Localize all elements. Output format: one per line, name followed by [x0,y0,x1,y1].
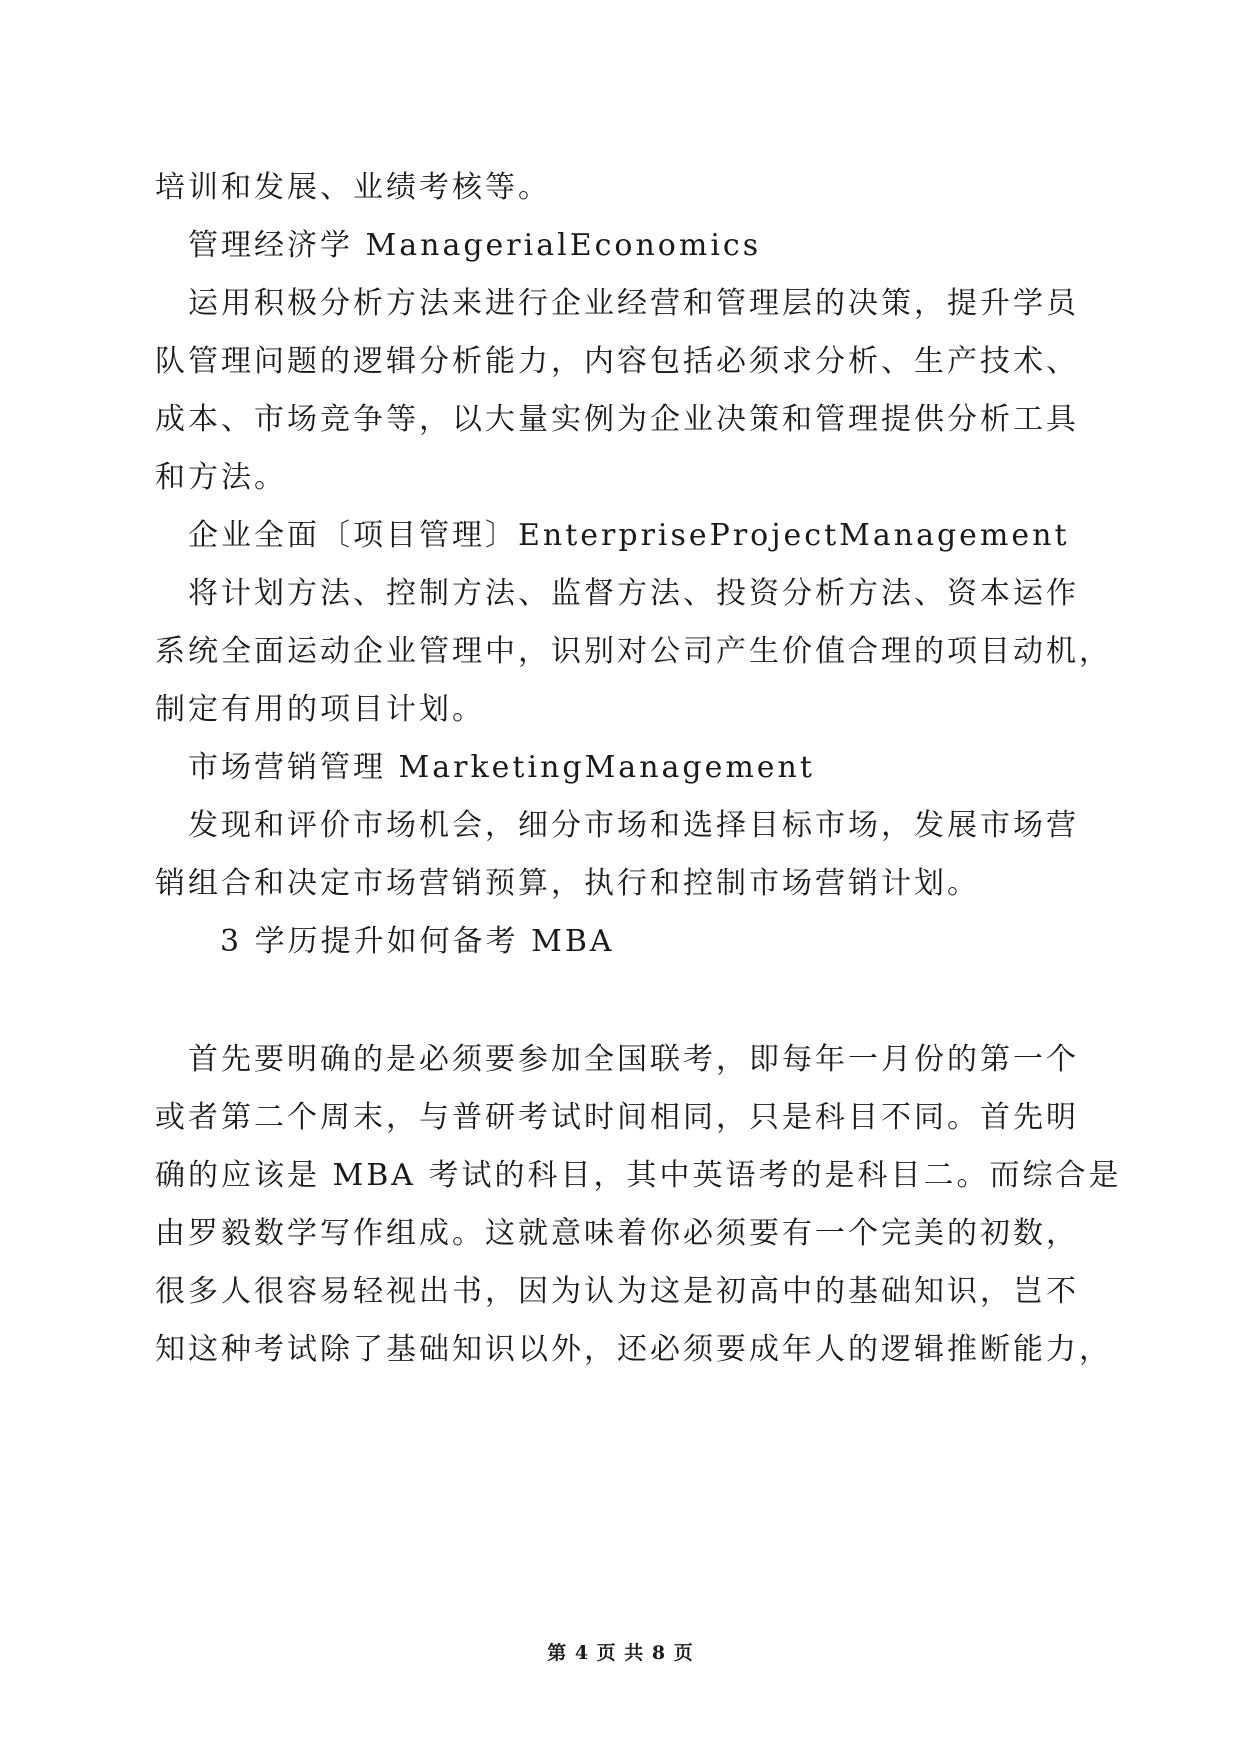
text-line: 首先要明确的是必须要参加全国联考，即每年一月份的第一个 [188,1042,1079,1077]
text-line: 系统全面运动企业管理中，识别对公司产生价值合理的项目动机， [155,634,1112,669]
text-line: 或者第二个周末，与普研考试时间相同，只是科目不同。首先明 [155,1100,1079,1135]
page-footer: 第 4 页 共 8 页 [547,1642,694,1664]
text-line: 由罗毅数学写作组成。这就意味着你必须要有一个完美的初数， [155,1216,1079,1251]
text-line: 培训和发展、业绩考核等。 [155,170,551,205]
text-line: 制定有用的项目计划。 [155,692,485,727]
section-heading: 企业全面〔项目管理〕EnterpriseProjectManagement [188,518,1070,553]
text-line: 将计划方法、控制方法、监督方法、投资分析方法、资本运作 [188,576,1079,611]
text-line: 成本、市场竞争等，以大量实例为企业决策和管理提供分析工具 [155,402,1079,437]
text-line: 队管理问题的逻辑分析能力，内容包括必须求分析、生产技术、 [155,344,1079,379]
text-line: 确的应该是 MBA 考试的科目，其中英语考的是科目二。而综合是 [155,1158,1122,1193]
text-line: 发现和评价市场机会，细分市场和选择目标市场，发展市场营 [188,808,1079,843]
text-line: 运用积极分析方法来进行企业经营和管理层的决策，提升学员 [188,286,1079,321]
text-line: 知这种考试除了基础知识以外，还必须要成年人的逻辑推断能力， [155,1332,1112,1367]
section-heading: 市场营销管理 MarketingManagement [188,750,815,785]
section-heading: 管理经济学 ManagerialEconomics [188,228,762,263]
text-line: 很多人很容易轻视出书，因为认为这是初高中的基础知识，岂不 [155,1274,1079,1309]
text-line: 销组合和决定市场营销预算，执行和控制市场营销计划。 [155,866,980,901]
section-heading: 3 学历提升如何备考 MBA [220,924,615,959]
text-line: 和方法。 [155,460,287,495]
